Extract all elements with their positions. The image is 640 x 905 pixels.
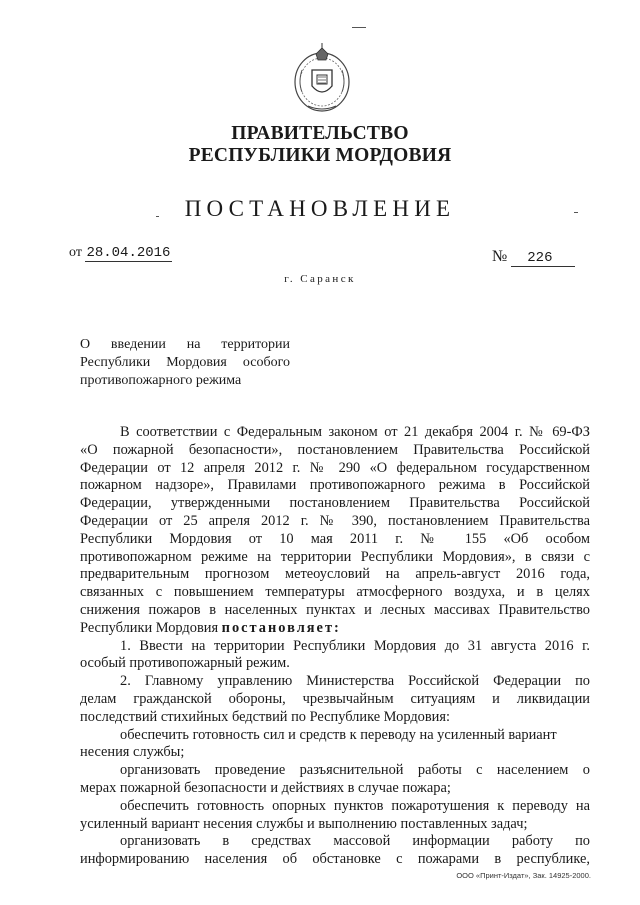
body-line: Федерации от 25 апреля 2012 г. № 390, постановлением Правительства [80, 512, 590, 529]
government-title-line2: РЕСПУБЛИКИ МОРДОВИЯ [188, 145, 452, 166]
subitem-4-line: информированию населения об обстановке с пожарами в республике, [80, 851, 590, 868]
document-number [492, 248, 575, 267]
body-line: пожарном надзоре», Правилами противопожарного режима в Российской [80, 477, 590, 494]
decree-word: постановляет: [221, 619, 341, 636]
subject-line: О введении на территории [80, 337, 290, 352]
body-line: противопожарном режиме на территории Республики Мордовия», в связи с [80, 548, 590, 565]
body-line: Федерации от 12 апреля 2012 г. № 290 «О федеральном государственном [80, 459, 590, 476]
body-line: В соответствии с Федеральным законом от 21 декабря 2004 г. № 69-ФЗ [120, 424, 590, 440]
item-2-line: делам гражданской обороны, чрезвычайным ситуациям и ликвидации [80, 690, 590, 707]
subitem-2-line: организовать проведение разъяснительной работы с населением о [120, 762, 590, 779]
item-1-line: 1. Ввести на территории Республики Мордовия до 31 августа 2016 г. [120, 637, 590, 654]
item-2-line: 2. Главному управлению Министерства Российской Федерации по [120, 673, 590, 690]
date-value: 28.04.2016 [86, 245, 171, 261]
subitem-3-line: обеспечить готовность опорных пунктов пожаротушения к переводу на [120, 797, 590, 814]
print-info-footer: ООО «Принт-Издат», Зак. 14925-2000. [456, 871, 591, 880]
body-line: Федерации, утвержденными постановлением Правительства Российской [80, 495, 590, 512]
subject-line: противопожарного режима [80, 373, 242, 388]
subitem-1-line: несения службы; [80, 744, 185, 761]
scan-speck [156, 216, 159, 217]
number-value: 226 [511, 250, 575, 267]
number-prefix: № [492, 248, 508, 265]
decree-prefix: Республики Мордовия [80, 619, 219, 636]
body-line: предварительным прогнозом метеоусловий на апрель-август 2016 года, [80, 566, 590, 583]
subitem-3-line: усиленный вариант несения службы и выполнению поставленных задач; [80, 815, 528, 832]
scan-speck [352, 27, 366, 28]
subitem-4-line: организовать в средствах массовой информации работу по [120, 833, 590, 850]
subitem-1-line: обеспечить готовность сил и средств к переводу на усиленный вариант [120, 726, 557, 743]
coat-of-arms-emblem [290, 40, 354, 116]
item-1-line: особый противопожарный режим. [80, 655, 290, 672]
body-line-decree [80, 620, 590, 638]
document-body [80, 424, 590, 869]
body-line: связанных с повышением температуры атмосферного воздуха, и в целях [80, 584, 590, 601]
government-title-line1: ПРАВИТЕЛЬСТВО [231, 123, 409, 144]
body-line: Республики Мордовия от 10 мая 2011 г. № 155 «Об особом [80, 530, 590, 547]
document-type-title: ПОСТАНОВЛЕНИЕ [184, 196, 456, 221]
body-line: снижения пожаров в населенных пунктах и лесных массивах Правительство [80, 601, 590, 618]
document-subject [80, 336, 290, 390]
scan-speck [574, 212, 578, 213]
city-label: г. Саранск [284, 273, 356, 285]
document-date [69, 245, 172, 262]
body-line: «О пожарной безопасности», постановлением Правительства Российской [80, 441, 590, 458]
subject-line: Республики Мордовия особого [80, 355, 290, 370]
item-2-line: последствий стихийных бедствий по Республике Мордовия: [80, 708, 450, 725]
subitem-2-line: мерах пожарной безопасности и действиях в случае пожара; [80, 779, 451, 796]
date-prefix: от [69, 245, 82, 260]
